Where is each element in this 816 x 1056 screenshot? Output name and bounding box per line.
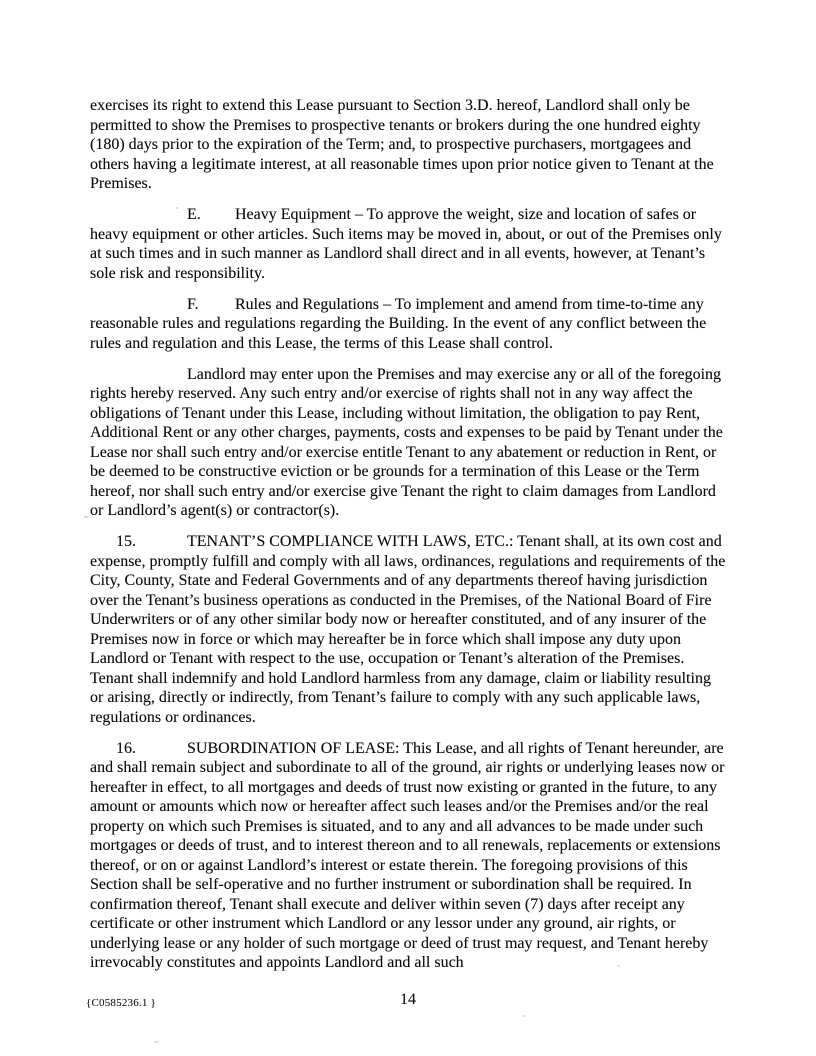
paragraph-text: Landlord may enter upon the Premises and may exercise any or all of the foregoing rights hereby reserved. Any such entry and/or exercise of rights shall not in any way affect the obligations of Tenant under this Lease, including without limitation, the obligation to pay Rent, Additional Rent or any other charges, payments, costs and expenses to be paid by Tenant under the Lease nor shall such entry and/or exercise entitle Tenant to any abatement or reduction in Rent, or be deemed to be constructive eviction or be grounds for a termination of this Lease or the Term hereof, nor shall such entry and/or exercise give Tenant the right to claim damages from Landlord or Landlord’s agent(s) or contractor(s).	[90, 365, 723, 519]
tab-spacer	[90, 545, 116, 546]
tab-spacer	[90, 752, 116, 753]
scan-speck	[84, 516, 88, 518]
section-16-paragraph	[90, 739, 726, 973]
landlord-entry-paragraph	[90, 365, 726, 521]
paragraph-text: exercises its right to extend this Lease pursuant to Section 3.D. hereof, Landlord shall only be permitted to show the Premises to prospective tenants or brokers during the one hundred eighty (180) days prior to the expiration of the Term; and, to prospective purchasers, mortgagees and others having a legitimate interest, at all reasonable times upon prior notice given to Tenant at the Premises.	[90, 97, 714, 192]
paragraph-continuation	[90, 96, 726, 194]
scan-speck	[176, 207, 178, 209]
scan-speck	[523, 1015, 526, 1017]
paragraph-text: Heavy Equipment – To approve the weight, size and location of safes or heavy equipment or other articles. Such items may be moved in, about, or out of the Premises only at such times and in such manner as Landlord shall direct and in all events, however, at Tenant’s sole risk and responsibility.	[90, 206, 722, 282]
scan-speck	[154, 1041, 159, 1043]
tab-spacer	[90, 308, 187, 309]
clause-e-paragraph	[90, 205, 726, 283]
clause-f-paragraph	[90, 295, 726, 354]
paragraph-text: SUBORDINATION OF LEASE: This Lease, and all rights of Tenant hereunder, are and shall remain subject and subordinate to all of the ground, air rights or underlying leases now or hereafter in effect, to all mortgages and deeds of trust now existing or granted in the future, to any amount or amounts which now or hereafter affect such leases and/or the Premises and/or the real property on which such Premises is situated, and to any and all advances to be made under such mortgages or deeds of trust, and to interest thereon and to all renewals, replacements or extensions thereof, or on or against Landlord’s interest or estate therein. The foregoing provisions of this Section shall be self-operative and no further instrument or subordination shall be required. In confirmation thereof, Tenant shall execute and deliver within seven (7) days after receipt any certificate or other instrument which Landlord or any lessor under any ground, air rights, or underlying lease or any holder of such mortgage or deed of trust may request, and Tenant hereby irrevocably constitutes and appoints Landlord and all such	[90, 739, 725, 971]
section-15-number: 15.	[116, 533, 136, 550]
document-control-number: {C0585236.1 }	[86, 997, 156, 1009]
tab-spacer	[90, 378, 187, 379]
tab-spacer	[90, 218, 187, 219]
clause-f-label: F.	[187, 295, 199, 313]
document-body	[90, 96, 726, 984]
paragraph-text: TENANT’S COMPLIANCE WITH LAWS, ETC.: Tenant shall, at its own cost and expense, promptly fulfill and comply with all laws, ordinances, regulations and requirements of the City, County, State and Federal Governments and of any departments thereof having jurisdiction over the Tenant’s business operations as conducted in the Premises, of the National Board of Fire Underwriters or of any other similar body now or hereafter constituted, and of any insurer of the Premises now in force or which may hereafter be in force which shall impose any duty upon Landlord or Tenant with respect to the use, occupation or Tenant’s alteration of the Premises. Tenant shall indemnify and hold Landlord harmless from any damage, claim or liability resulting or arising, directly or indirectly, from Tenant’s failure to comply with any such applicable laws, regulations or ordinances.	[90, 533, 726, 726]
scan-speck	[617, 965, 620, 967]
section-16-number: 16.	[116, 739, 136, 757]
paragraph-text: Rules and Regulations – To implement and amend from time-to-time any reasonable rules and regulations regarding the Building. In the event of any conflict between the rules and regulation and this Lease, the terms of this Lease shall control.	[90, 295, 707, 352]
clause-e-label: E.	[187, 206, 201, 223]
page-number: 14	[400, 991, 416, 1008]
section-15-paragraph	[90, 532, 726, 727]
